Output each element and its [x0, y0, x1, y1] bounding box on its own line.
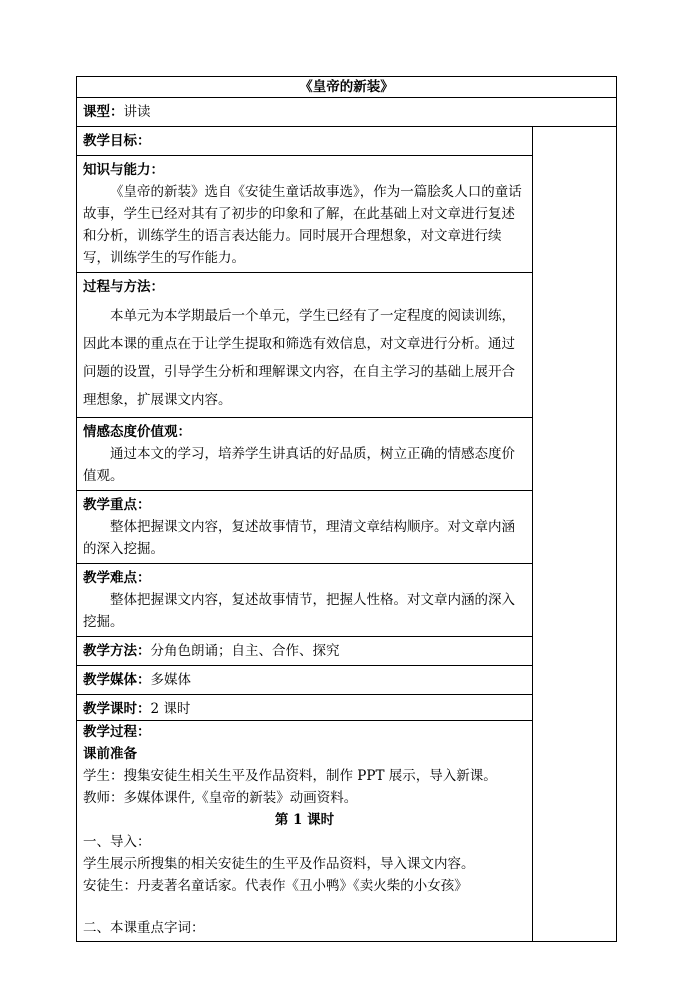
- difficulties-text: 整体把握课文内容，复述故事情节，把握人性格。对文章内涵的深入挖掘。: [83, 592, 515, 630]
- media-value: 多媒体: [150, 672, 191, 688]
- lesson-type-row: [77, 98, 617, 127]
- hours-value: 2 课时: [150, 701, 191, 717]
- key-points-text: 整体把握课文内容，复述故事情节，理清文章结构顺序。对文章内涵的深入挖掘。: [83, 519, 515, 557]
- intro-text: 学生展示所搜集的相关安徒生的生平及作品资料，导入课文内容。: [83, 856, 475, 872]
- values-text: 通过本文的学习，培养学生讲真话的好品质，树立正确的情感态度价值观。: [83, 446, 515, 484]
- prep-student: 学生：搜集安徒生相关生平及作品资料，制作 PPT 展示，导入新课。: [83, 768, 497, 784]
- objectives-row: [77, 127, 617, 156]
- method-label: 教学方法：: [83, 643, 151, 659]
- knowledge-text: 《皇帝的新装》选自《安徒生童话故事选》，作为一篇脍炙人口的童话故事，学生已经对其有了初步的印象和了解，在此基础上对文章进行复述和分析，训练学生的语言表达能力。同时展开合理想象，对文章进行续写，训练学生的写作能力。: [83, 184, 522, 266]
- andersen-intro: 安徒生：丹麦著名童话家。代表作《丑小鸭》《卖火柴的小女孩》: [83, 878, 468, 894]
- lesson-plan-table: [76, 76, 617, 942]
- session-heading: 第 1 课时: [274, 812, 335, 828]
- lesson-type-value: 讲读: [123, 104, 151, 120]
- blank-line: [83, 897, 526, 917]
- procedure-label: 教学过程：: [83, 724, 151, 740]
- hours-label: 教学课时：: [83, 701, 151, 717]
- prep-teacher: 教师：多媒体课件,《皇帝的新装》动画资料。: [83, 790, 358, 806]
- values-label: 情感态度价值观：: [83, 424, 191, 440]
- knowledge-label: 知识与能力：: [83, 162, 164, 178]
- difficulties-label: 教学难点：: [83, 570, 151, 586]
- media-label: 教学媒体：: [83, 672, 151, 688]
- intro-heading: 一、导入：: [83, 834, 151, 850]
- method-value: 分角色朗诵；自主、合作、探究: [150, 643, 340, 659]
- vocab-heading: 二、本课重点字词：: [83, 920, 205, 936]
- key-points-label: 教学重点：: [83, 497, 151, 513]
- title-row: [77, 77, 617, 98]
- lesson-type-label: 课型：: [83, 104, 124, 120]
- process-method-text: 本单元为本学期最后一个单元，学生已经有了一定程度的阅读训练，因此本课的重点在于让学生提取和筛选有效信息，对文章进行分析。通过问题的设置，引导学生分析和理解课文内容，在自主学习的基础上展开合理想象，扩展课文内容。: [83, 308, 515, 408]
- notes-column-1: [533, 127, 617, 942]
- objectives-label: 教学目标：: [83, 133, 151, 149]
- process-method-label: 过程与方法：: [83, 279, 164, 295]
- prep-heading: 课前准备: [83, 746, 137, 762]
- lesson-title: 《皇帝的新装》: [77, 77, 617, 98]
